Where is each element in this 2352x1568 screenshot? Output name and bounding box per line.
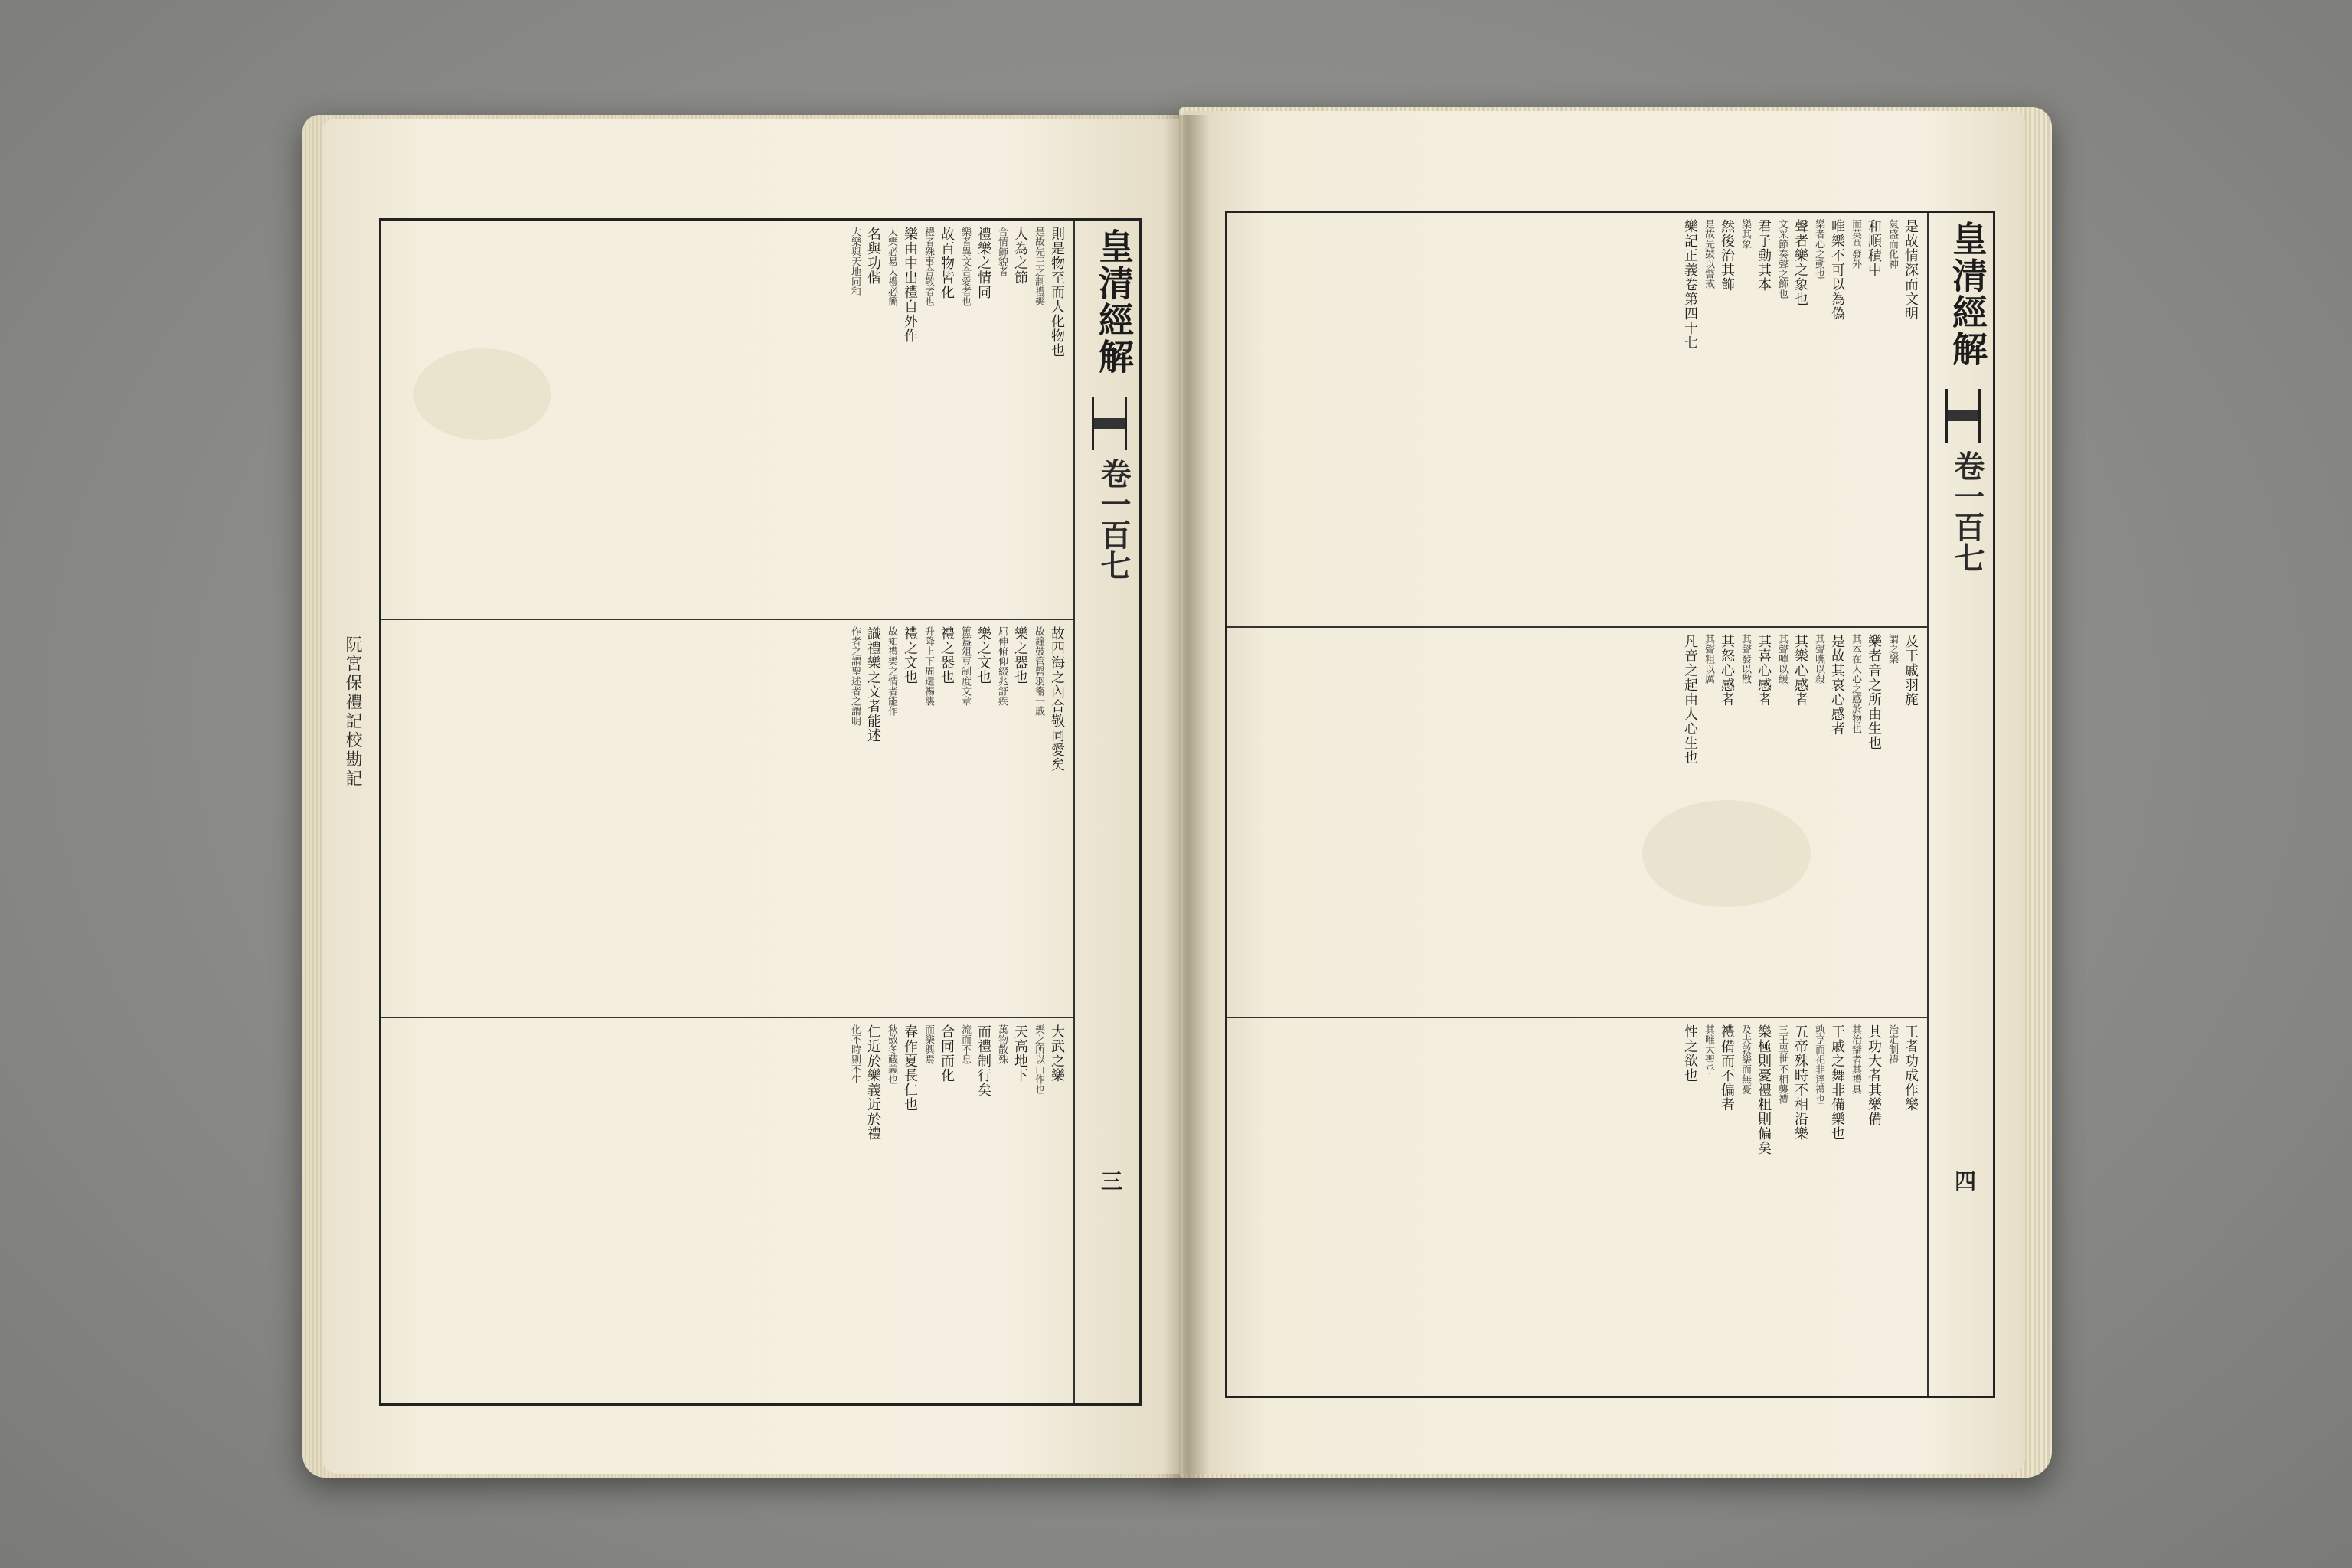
text-column: 作者之謂聖述者之謂明 (849, 626, 861, 726)
text-column: 其喜心感者 (1756, 634, 1772, 707)
middle-register (392, 626, 1066, 1009)
section-rule (1227, 626, 1927, 628)
left-text-frame (379, 218, 1142, 1406)
middle-register (1238, 634, 1919, 1009)
text-column: 聲者樂之象也 (1792, 219, 1808, 306)
text-column: 升降上下周還裼襲 (923, 626, 934, 706)
text-column: 其功大者其樂備 (1866, 1024, 1882, 1126)
upper-register (1238, 219, 1919, 621)
right-margin-strip (1927, 213, 1993, 1396)
section-rule (1227, 1017, 1927, 1018)
folio-number: 四 (1952, 1170, 1977, 1191)
right-text-frame (1225, 211, 1995, 1398)
text-column: 而禮制行矣 (975, 1024, 991, 1097)
text-column: 文采節奏聲之飾也 (1776, 219, 1788, 299)
text-column: 五帝殊時不相沿樂 (1792, 1024, 1808, 1141)
text-column: 合情飾貌者 (996, 227, 1008, 276)
text-column: 名與功偕 (865, 227, 881, 285)
text-column: 禮之文也 (902, 626, 918, 684)
text-column: 天高地下 (1012, 1024, 1028, 1083)
text-column: 凡音之起由人心生也 (1682, 634, 1698, 765)
text-column: 故鐘鼓管磬羽籥干戚 (1033, 626, 1044, 716)
text-column: 是故其哀心感者 (1829, 634, 1845, 736)
text-column: 禮者殊事合敬者也 (923, 227, 934, 306)
text-column: 氣盛而化神 (1886, 219, 1898, 269)
text-column: 合同而化 (939, 1024, 955, 1083)
text-column: 及干戚羽旄 (1903, 634, 1919, 707)
text-column: 君子動其本 (1756, 219, 1772, 292)
text-column: 樂極則憂禮粗則偏矣 (1756, 1024, 1772, 1155)
text-column: 王者功成作樂 (1903, 1024, 1919, 1112)
text-column: 樂者音之所由生也 (1866, 634, 1882, 750)
lower-register (1238, 1024, 1919, 1388)
text-column: 人為之節 (1012, 227, 1028, 285)
text-column: 和順積中 (1866, 219, 1882, 277)
text-column: 性之欲也 (1682, 1024, 1698, 1083)
text-column: 其樂心感者 (1792, 634, 1808, 707)
text-column: 故四海之內合敬同愛矣 (1049, 626, 1065, 772)
text-column: 識禮樂之文者能述 (865, 626, 881, 743)
text-column: 樂記正義卷第四十七 (1682, 219, 1698, 350)
text-column: 樂之所以由作也 (1033, 1024, 1044, 1094)
text-column: 樂之器也 (1012, 626, 1028, 684)
text-column: 其聲噍以殺 (1813, 634, 1824, 684)
fishtail-mark (1945, 389, 1981, 443)
text-column: 其聲嘽以緩 (1776, 634, 1788, 684)
text-column: 其本在人心之感於物也 (1850, 634, 1861, 733)
text-column: 唯樂不可以為偽 (1829, 219, 1845, 321)
text-column: 然後治其飾 (1719, 219, 1735, 292)
text-column: 謂之樂 (1886, 634, 1898, 664)
text-column: 仁近於樂義近於禮 (865, 1024, 881, 1141)
lower-register (392, 1024, 1066, 1396)
text-column: 禮樂之情同 (975, 227, 991, 299)
text-column: 樂由中出禮自外作 (902, 227, 918, 343)
book-title: 皇清經解 (1947, 220, 1988, 368)
text-column: 是故先王之制禮樂 (1033, 227, 1044, 306)
text-column: 而樂興焉 (923, 1024, 934, 1064)
text-column: 則是物至而人化物也 (1049, 227, 1065, 358)
text-column: 禮之器也 (939, 626, 955, 684)
text-column: 而英華發外 (1850, 219, 1861, 269)
text-column: 春作夏長仁也 (902, 1024, 918, 1112)
fishtail-mark (1092, 397, 1127, 450)
text-column: 三王異世不相襲禮 (1776, 1024, 1788, 1104)
section-rule (381, 1017, 1073, 1018)
text-column: 孰亨而祀非達禮也 (1813, 1024, 1824, 1104)
section-rule (381, 619, 1073, 620)
text-column: 簠簋俎豆制度文章 (959, 626, 971, 706)
text-column: 樂之文也 (975, 626, 991, 684)
text-column: 及夫敦樂而無憂 (1740, 1024, 1751, 1094)
text-column: 其聲發以散 (1740, 634, 1751, 684)
text-column: 大樂與天地同和 (849, 227, 861, 296)
text-column: 治定制禮 (1886, 1024, 1898, 1064)
text-column: 流而不息 (959, 1024, 971, 1064)
text-column: 化不時則不生 (849, 1024, 861, 1084)
folio-number: 三 (1098, 1170, 1123, 1191)
colophon-title: 阮宮保禮記校勘記 (343, 635, 362, 789)
text-column: 樂者心之動也 (1813, 219, 1824, 279)
volume-label: 卷一百七 (1949, 450, 1985, 573)
left-margin-strip (1073, 220, 1139, 1403)
text-column: 是故先鼓以警戒 (1703, 219, 1714, 289)
text-column: 屈伸俯仰綴兆舒疾 (996, 626, 1008, 706)
text-column: 大樂必易大禮必簡 (886, 227, 897, 306)
text-column: 其唯大聖乎 (1703, 1024, 1714, 1074)
text-column: 萬物散殊 (996, 1024, 1008, 1064)
text-column: 樂者異文合愛者也 (959, 227, 971, 306)
text-column: 干戚之舞非備樂也 (1829, 1024, 1845, 1141)
text-column: 禮備而不偏者 (1719, 1024, 1735, 1112)
text-column: 其聲粗以厲 (1703, 634, 1714, 684)
text-column: 是故情深而文明 (1903, 219, 1919, 321)
text-column: 大武之樂 (1049, 1024, 1065, 1083)
text-column: 故知禮樂之情者能作 (886, 626, 897, 716)
text-column: 其治辯者其禮具 (1850, 1024, 1861, 1094)
text-column: 故百物皆化 (939, 227, 955, 299)
upper-register (392, 227, 1066, 613)
text-column: 其怒心感者 (1719, 634, 1735, 707)
volume-label: 卷一百七 (1096, 458, 1132, 580)
text-column: 秋斂冬藏義也 (886, 1024, 897, 1084)
book-gutter (1164, 115, 1210, 1478)
text-column: 樂其象 (1740, 219, 1751, 249)
book-title: 皇清經解 (1093, 228, 1135, 375)
